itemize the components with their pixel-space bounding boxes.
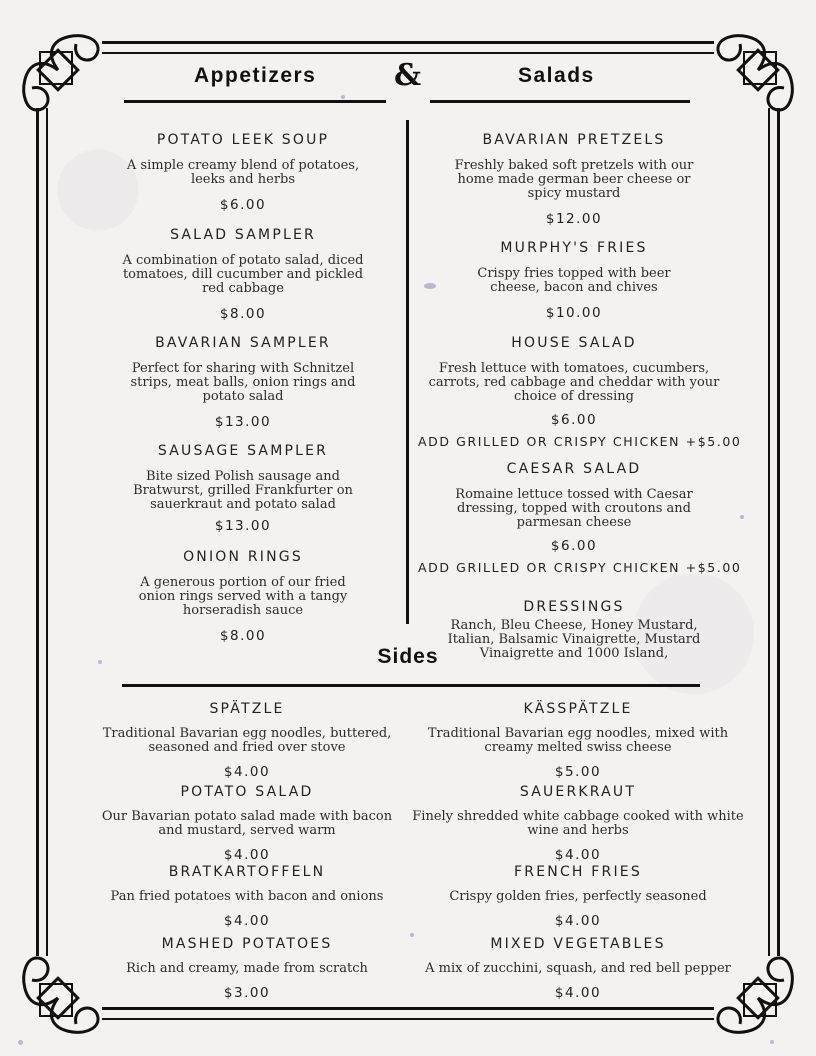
item-name: MASHED POTATOES: [161, 936, 333, 952]
item-name: POTATO SALAD: [180, 784, 314, 800]
item-name: FRENCH FRIES: [514, 864, 642, 880]
item-name: MURPHY'S FRIES: [500, 240, 648, 256]
item-price: $12.00: [545, 211, 603, 227]
menu-item: [410, 864, 746, 929]
column-divider: [406, 120, 409, 624]
item-price: $10.00: [545, 305, 603, 321]
item-description: A simple creamy blend of potatoes, leeks and herbs: [126, 158, 360, 187]
item-name: SAUERKRAUT: [519, 784, 637, 800]
item-price: $6.00: [550, 412, 598, 428]
menu-item: [96, 701, 398, 780]
item-price: $4.00: [223, 847, 271, 863]
item-description: A combination of potato salad, diced tomatoes, dill cucumber and pickled red cabbage: [122, 253, 364, 296]
item-description: Bite sized Polish sausage and Bratwurst, grilled Frankfurter on sauerkraut and potato salad: [133, 469, 353, 512]
menu-item: [410, 701, 746, 780]
ampersand-heading: &: [394, 58, 422, 93]
item-addon: ADD GRILLED OR CRISPY CHICKEN +$5.00: [418, 434, 742, 449]
item-description: A mix of zucchini, squash, and red bell pepper: [425, 961, 731, 976]
item-addon: ADD GRILLED OR CRISPY CHICKEN +$5.00: [418, 560, 742, 575]
item-name: ONION RINGS: [183, 549, 303, 565]
item-price: $6.00: [550, 538, 598, 554]
item-price: $3.00: [223, 985, 271, 1001]
item-description: Perfect for sharing with Schnitzel strips, meat balls, onion rings and potato salad: [130, 361, 356, 404]
corner-ornament-icon: [10, 950, 106, 1046]
item-price: $13.00: [214, 518, 272, 534]
item-description: Crispy golden fries, perfectly seasoned: [449, 889, 707, 904]
item-name: CAESAR SALAD: [506, 461, 642, 477]
item-price: $13.00: [214, 414, 272, 430]
item-name: SAUSAGE SAMPLER: [157, 443, 329, 459]
item-description: Fresh lettuce with tomatoes, cucumbers, carrots, red cabbage and cheddar with your choice of dressing: [428, 361, 720, 404]
item-name: POTATO LEEK SOUP: [156, 132, 330, 148]
item-name: HOUSE SALAD: [511, 335, 637, 351]
corner-ornament-icon: [10, 22, 106, 118]
item-price: $4.00: [554, 985, 602, 1001]
menu-item: [96, 864, 398, 929]
item-description: Traditional Bavarian egg noodles, buttered, seasoned and fried over stove: [102, 726, 392, 755]
item-description: A generous portion of our fried onion rings served with a tangy horseradish sauce: [138, 575, 348, 618]
sides-right-column: [410, 0, 746, 1056]
menu-item: [410, 784, 746, 863]
item-name: DRESSINGS: [523, 599, 625, 615]
item-price: $4.00: [554, 913, 602, 929]
item-price: $6.00: [219, 197, 267, 213]
item-price: $5.00: [554, 764, 602, 780]
item-price: $4.00: [554, 847, 602, 863]
menu-item: [96, 784, 398, 863]
item-name: MIXED VEGETABLES: [490, 936, 666, 952]
item-description: Our Bavarian potato salad made with bacon and mustard, served warm: [101, 809, 393, 838]
menu-item: [96, 936, 398, 1001]
item-description: Pan fried potatoes with bacon and onions: [110, 889, 384, 904]
item-name: BRATKARTOFFELN: [168, 864, 326, 880]
item-name: BAVARIAN SAMPLER: [155, 335, 331, 351]
item-description: Romaine lettuce tossed with Caesar dressing, topped with croutons and parmesan cheese: [455, 487, 693, 530]
appetizers-heading: Appetizers: [194, 64, 317, 87]
sides-left-column: [96, 0, 398, 1056]
frame-left-line-outer: [36, 108, 39, 956]
item-price: $8.00: [219, 306, 267, 322]
frame-right-line-inner: [768, 108, 770, 956]
item-name: BAVARIAN PRETZELS: [482, 132, 666, 148]
item-name: KÄSSPÄTZLE: [523, 701, 633, 717]
item-name: SALAD SAMPLER: [170, 227, 316, 243]
item-description: Traditional Bavarian egg noodles, mixed with creamy melted swiss cheese: [427, 726, 729, 755]
frame-left-line-inner: [46, 108, 48, 956]
item-price: $4.00: [223, 913, 271, 929]
item-description: Ranch, Bleu Cheese, Honey Mustard, Italian, Balsamic Vinaigrette, Mustard Vinaigrette and 1000 Island,: [447, 618, 701, 661]
item-description: Freshly baked soft pretzels with our home made german beer cheese or spicy mustard: [454, 158, 694, 201]
menu-item: [410, 936, 746, 1001]
item-description: Finely shredded white cabbage cooked with white wine and herbs: [412, 809, 744, 838]
frame-right-line-outer: [777, 108, 780, 956]
salads-heading: Salads: [518, 64, 595, 87]
sides-heading: Sides: [377, 645, 439, 668]
item-price: $8.00: [219, 628, 267, 644]
item-description: Rich and creamy, made from scratch: [126, 961, 368, 976]
item-name: SPÄTZLE: [209, 701, 285, 717]
item-description: Crispy fries topped with beer cheese, bacon and chives: [477, 266, 671, 295]
item-price: $4.00: [223, 764, 271, 780]
